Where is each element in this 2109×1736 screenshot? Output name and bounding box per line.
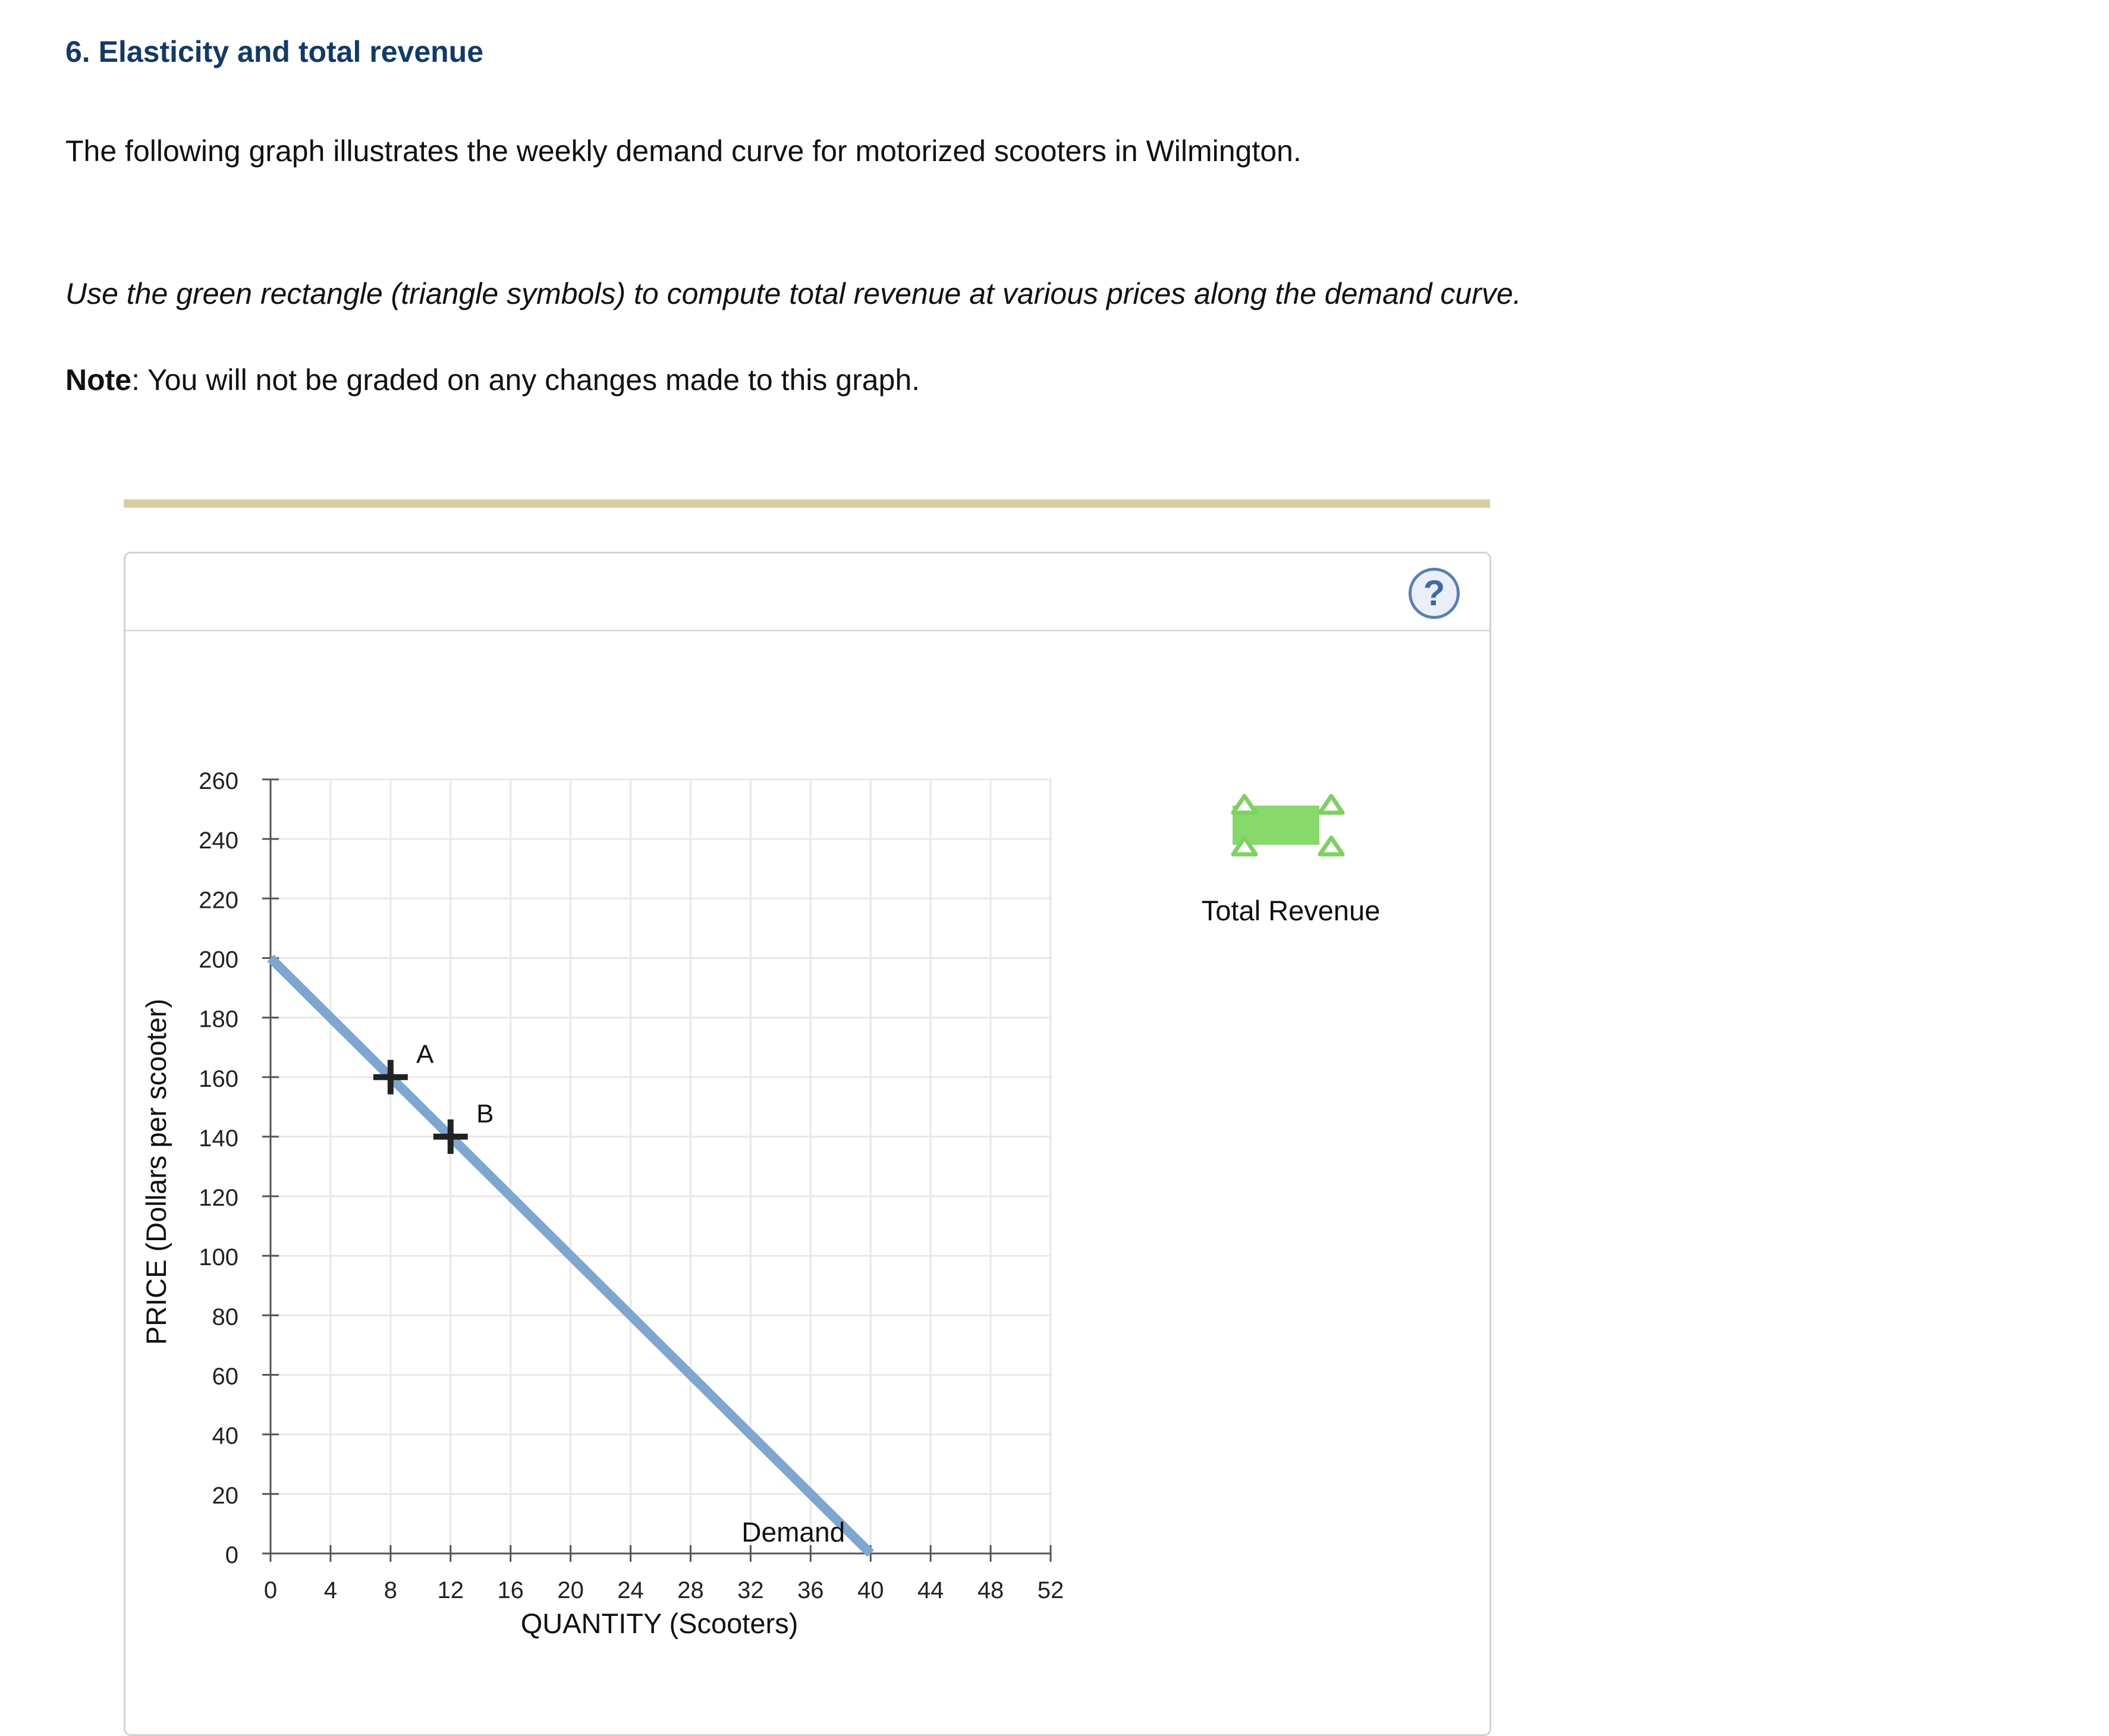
x-tick-label: 40 (857, 1577, 884, 1603)
x-tick-label: 16 (497, 1577, 524, 1603)
y-tick-label: 80 (212, 1304, 238, 1331)
question-title: 6. Elasticity and total revenue (65, 35, 484, 68)
y-axis-label: PRICE (Dollars per scooter) (140, 998, 172, 1345)
help-button[interactable]: ? (1409, 568, 1460, 619)
x-tick-label: 36 (797, 1577, 824, 1603)
y-tick-label: 120 (199, 1185, 238, 1212)
x-tick-label: 28 (677, 1577, 704, 1603)
chart-grid (271, 779, 1051, 1553)
point-a-label: A (416, 1039, 434, 1069)
x-tick-label: 12 (437, 1577, 464, 1603)
x-axis-label: QUANTITY (Scooters) (520, 1608, 799, 1639)
y-tick-label: 40 (212, 1423, 238, 1449)
point-b-label: B (476, 1099, 494, 1128)
y-tick-label: 140 (199, 1125, 238, 1152)
instruction-text: Use the green rectangle (triangle symbols) to compute total revenue at various prices along the demand curve. (65, 277, 1522, 310)
triangle-handle-icon[interactable] (1233, 796, 1256, 813)
demand-chart (125, 553, 1489, 1734)
x-tick-label: 20 (557, 1577, 584, 1603)
graph-panel (124, 552, 1491, 1736)
y-tick-label: 240 (199, 828, 238, 854)
demand-curve-label: Demand (741, 1517, 846, 1548)
y-tick-label: 160 (199, 1065, 238, 1092)
y-tick-label: 20 (212, 1482, 238, 1509)
intro-text: The following graph illustrates the weekly demand curve for motorized scooters in Wilmington. (65, 134, 1302, 168)
total-revenue-tool[interactable] (1233, 796, 1343, 854)
y-tick-label: 200 (199, 946, 238, 973)
y-tick-label: 100 (199, 1244, 238, 1271)
y-tick-label: 260 (199, 768, 238, 794)
x-tick-label: 4 (323, 1577, 338, 1603)
y-tick-label: 60 (212, 1363, 238, 1390)
note-text (65, 363, 920, 397)
x-tick-label: 48 (977, 1577, 1004, 1603)
y-tick-label: 220 (199, 887, 238, 914)
x-tick-label: 0 (263, 1577, 278, 1603)
x-tick-label: 24 (617, 1577, 644, 1603)
total-revenue-label: Total Revenue (1201, 895, 1381, 926)
triangle-handle-icon[interactable] (1320, 838, 1343, 854)
x-tick-label: 52 (1037, 1577, 1064, 1603)
divider-rule (124, 499, 1490, 508)
x-tick-label: 32 (737, 1577, 764, 1603)
note-label: Note (65, 363, 132, 397)
triangle-handle-icon[interactable] (1320, 796, 1343, 813)
note-body: : You will not be graded on any changes made to this graph. (131, 363, 920, 397)
x-tick-label: 44 (917, 1577, 944, 1603)
x-tick-label: 8 (384, 1577, 397, 1603)
y-tick-label: 180 (199, 1006, 238, 1033)
y-tick-label: 0 (225, 1542, 238, 1568)
